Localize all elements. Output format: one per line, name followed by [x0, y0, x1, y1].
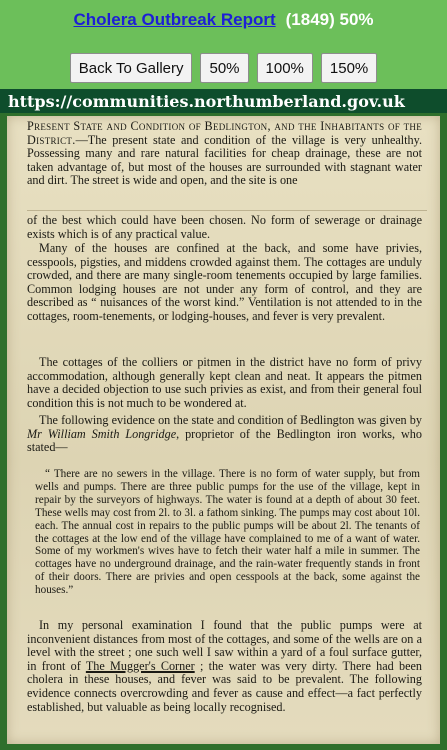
zoom-level-label: (1849) 50%: [285, 10, 374, 29]
zoom-100-button[interactable]: 100%: [257, 53, 313, 83]
witness-quote: “ There are no sewers in the village. There is no form of water supply, but from wells and pumps. There are three public pumps for the use of the village, kept in repair by the surveyors of highways. The water is found at a depth of about 30 feet. These wells may cost from 2l. to 3l. a fathom sinking. The pumps may cost about 10l. each. The annual cost in repairs to the public pumps will be about 2l. The tenants of the cottages at the low end of the village have complained to me of a want of water. Some of my workmen's wives have to fetch their water half a mile in summer. The cottages have no underground drainage, and the rain-water frequently stands in front of their doors. There are privies and open cesspools at the back, some against the houses.”: [35, 468, 420, 597]
paragraph-1-body: —The present state and condition of the village is very unhealthy. Possessing many and rare natural facilities for cheap drainage, these are not taken advantage of, but most of the houses are surrounded with stagnant water and dirt. The street is wide and open, and the site is one: [27, 132, 422, 188]
paragraph-5-text-a: The following evidence on the state and condition of Bedlington was given by: [39, 413, 422, 427]
document-paragraph-2: of the best which could have been chosen. No form of sewerage or drainage exists which is of any practical value.: [27, 213, 422, 241]
zoom-150-button[interactable]: 150%: [321, 53, 377, 83]
document-paragraph-1: [27, 120, 422, 188]
report-title-link[interactable]: Cholera Outbreak Report: [73, 10, 276, 29]
back-to-gallery-button[interactable]: Back To Gallery: [70, 53, 193, 83]
page-fold-line: [27, 210, 427, 211]
witness-name: Mr William Smith Longridge: [27, 426, 177, 441]
paragraph-6-text-a: In my personal examination I found that the public pumps were at inconvenient distances from most of the cottages, and some of the wells are on a level with the street ; one such well I saw within a yard of a foul surface gutter, in front of: [27, 618, 422, 673]
highlighted-place-name: The Mugger's Corner: [85, 658, 195, 673]
toolbar: [0, 53, 447, 85]
scanned-document-page: [7, 116, 440, 744]
document-paragraph-5: [27, 414, 422, 455]
paragraph-6-text-b: ; the water was very dirty. There had been cholera in these houses, and fever was said to be prevalent. The following evidence connects overcrowding and fever as cause and effect—a fact perfectly established, but valuable as being locally recognised.: [27, 658, 422, 714]
document-paragraph-4: The cottages of the colliers or pitmen in the district have no form of privy accommodation, although generally kept clean and neat. It appears the pitmen have a decided objection to use such privies as exist, and from their general foul condition this is not much to be wondered at.: [27, 355, 422, 410]
document-paragraph-3: Many of the houses are confined at the back, and some have privies, cesspools, pigsties, and middens crowded against them. The cottages are unduly crowded, and there are many single-room tenements occupied by large families. Common lodging houses are not under any form of control, and they are described as “ nuisances of the worst kind.” Ventilation is not attended to in the cottages, room-tenements, or lodging-houses, and fever is very prevalent.: [27, 241, 422, 323]
paragraph-5-text-b: , proprietor of the Bedlington iron works, who stated—: [27, 426, 422, 455]
header: [0, 0, 447, 40]
section-heading: Present State and Condition of Bedlington, and the Inhabitants of the District.: [27, 119, 422, 147]
document-paragraph-6: [27, 619, 422, 714]
zoom-50-button[interactable]: 50%: [200, 53, 248, 83]
source-url-banner: https://communities.northumberland.gov.uk: [0, 89, 447, 113]
